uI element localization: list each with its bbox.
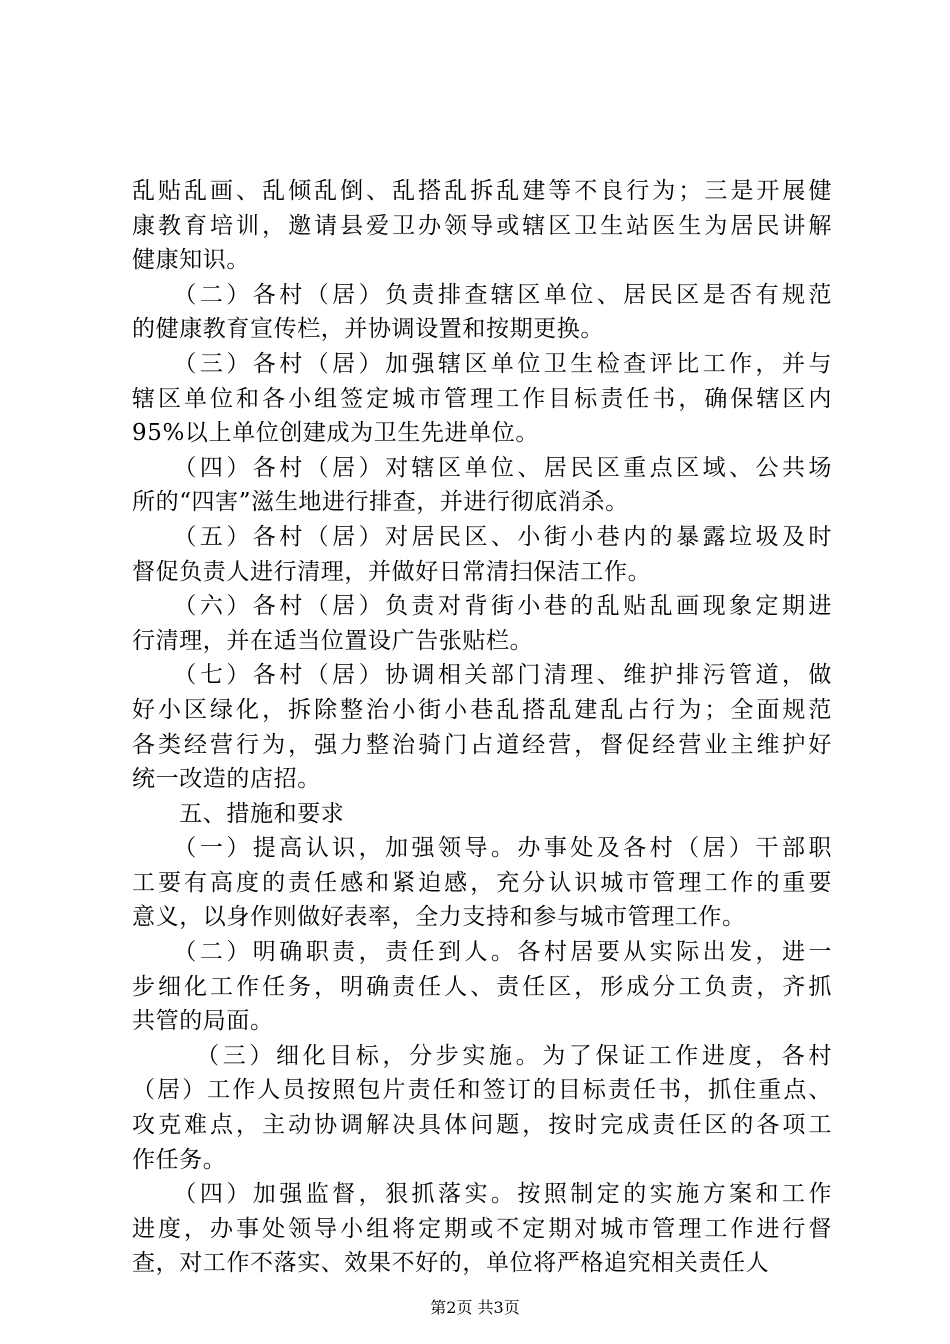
text-line: （六）各村（居）负责对背街小巷的乱贴乱画现象定期进 xyxy=(132,593,832,620)
paragraph xyxy=(132,347,832,451)
text-line: 意义，以身作则做好表率，全力支持和参与城市管理工作。 xyxy=(132,904,746,931)
text-line: （三）细化目标，分步实施。为了保证工作进度，各村 xyxy=(132,1042,832,1069)
text-line: 乱贴乱画、乱倾乱倒、乱搭乱拆乱建等不良行为；三是开展健 xyxy=(132,178,832,204)
text-line: 健康知识。 xyxy=(132,247,250,274)
text-line: 进度，办事处领导小组将定期或不定期对城市管理工作进行督 xyxy=(132,1215,832,1242)
text-line: （七）各村（居）协调相关部门清理、维护排污管道，做 xyxy=(132,662,832,689)
text-line: （四）加强监督，狠抓落实。按照制定的实施方案和工作 xyxy=(132,1181,832,1208)
text-line: 作任务。 xyxy=(132,1146,227,1173)
text-line: 步细化工作任务，明确责任人、责任区，形成分工负责，齐抓 xyxy=(132,973,832,1000)
paragraph xyxy=(132,174,832,278)
text-line: （一）提高认识，加强领导。办事处及各村（居）干部职 xyxy=(132,835,832,862)
text-line: 辖区单位和各小组签定城市管理工作目标责任书，确保辖区内 xyxy=(132,385,832,412)
text-line: 的健康教育宣传栏，并协调设置和按期更换。 xyxy=(132,316,604,343)
paragraph xyxy=(132,278,832,347)
paragraph xyxy=(132,831,832,935)
text-line: （五）各村（居）对居民区、小街小巷内的暴露垃圾及时 xyxy=(132,523,832,550)
text-line: （三）各村（居）加强辖区单位卫生检查评比工作，并与 xyxy=(132,350,832,377)
text-line: 督促负责人进行清理，并做好日常清扫保洁工作。 xyxy=(132,558,652,585)
paragraph xyxy=(132,1177,832,1281)
paragraph xyxy=(132,1039,832,1177)
text-line: 工要有高度的责任感和紧迫感，充分认识城市管理工作的重要 xyxy=(132,869,832,896)
text-line: （二）明确职责，责任到人。各村居要从实际出发，进一 xyxy=(132,939,832,966)
text-line: 查，对工作不落实、效果不好的，单位将严格追究相关责任人 xyxy=(132,1250,770,1277)
text-line: （二）各村（居）负责排查辖区单位、居民区是否有规范 xyxy=(132,281,832,308)
text-line: 行清理，并在适当位置设广告张贴栏。 xyxy=(132,627,534,654)
paragraph xyxy=(132,520,832,589)
text-line: （四）各村（居）对辖区单位、居民区重点区域、公共场 xyxy=(132,454,832,481)
text-line: 95%以上单位创建成为卫生先进单位。 xyxy=(132,420,539,447)
text-line: 共管的局面。 xyxy=(132,1008,274,1035)
paragraph xyxy=(132,451,832,520)
paragraph xyxy=(132,658,832,796)
page-footer: 第2页 共3页 xyxy=(430,1298,520,1317)
text-line: 康教育培训，邀请县爱卫办领导或辖区卫生站医生为居民讲解 xyxy=(132,212,832,239)
text-line: 五、措施和要求 xyxy=(132,800,345,827)
text-line: 统一改造的店招。 xyxy=(132,766,321,793)
text-line: 攻克难点，主动协调解决具体问题，按时完成责任区的各项工 xyxy=(132,1112,832,1139)
text-line: 所的“四害”滋生地进行排查，并进行彻底消杀。 xyxy=(132,489,629,516)
paragraph xyxy=(132,589,832,658)
text-line: （居）工作人员按照包片责任和签订的目标责任书，抓住重点、 xyxy=(132,1077,832,1104)
text-line: 各类经营行为，强力整治骑门占道经营，督促经营业主维护好 xyxy=(132,731,832,758)
document-body xyxy=(132,174,832,1281)
paragraph xyxy=(132,797,832,832)
text-line: 好小区绿化，拆除整治小街小巷乱搭乱建乱占行为；全面规范 xyxy=(132,696,832,723)
paragraph xyxy=(132,935,832,1039)
